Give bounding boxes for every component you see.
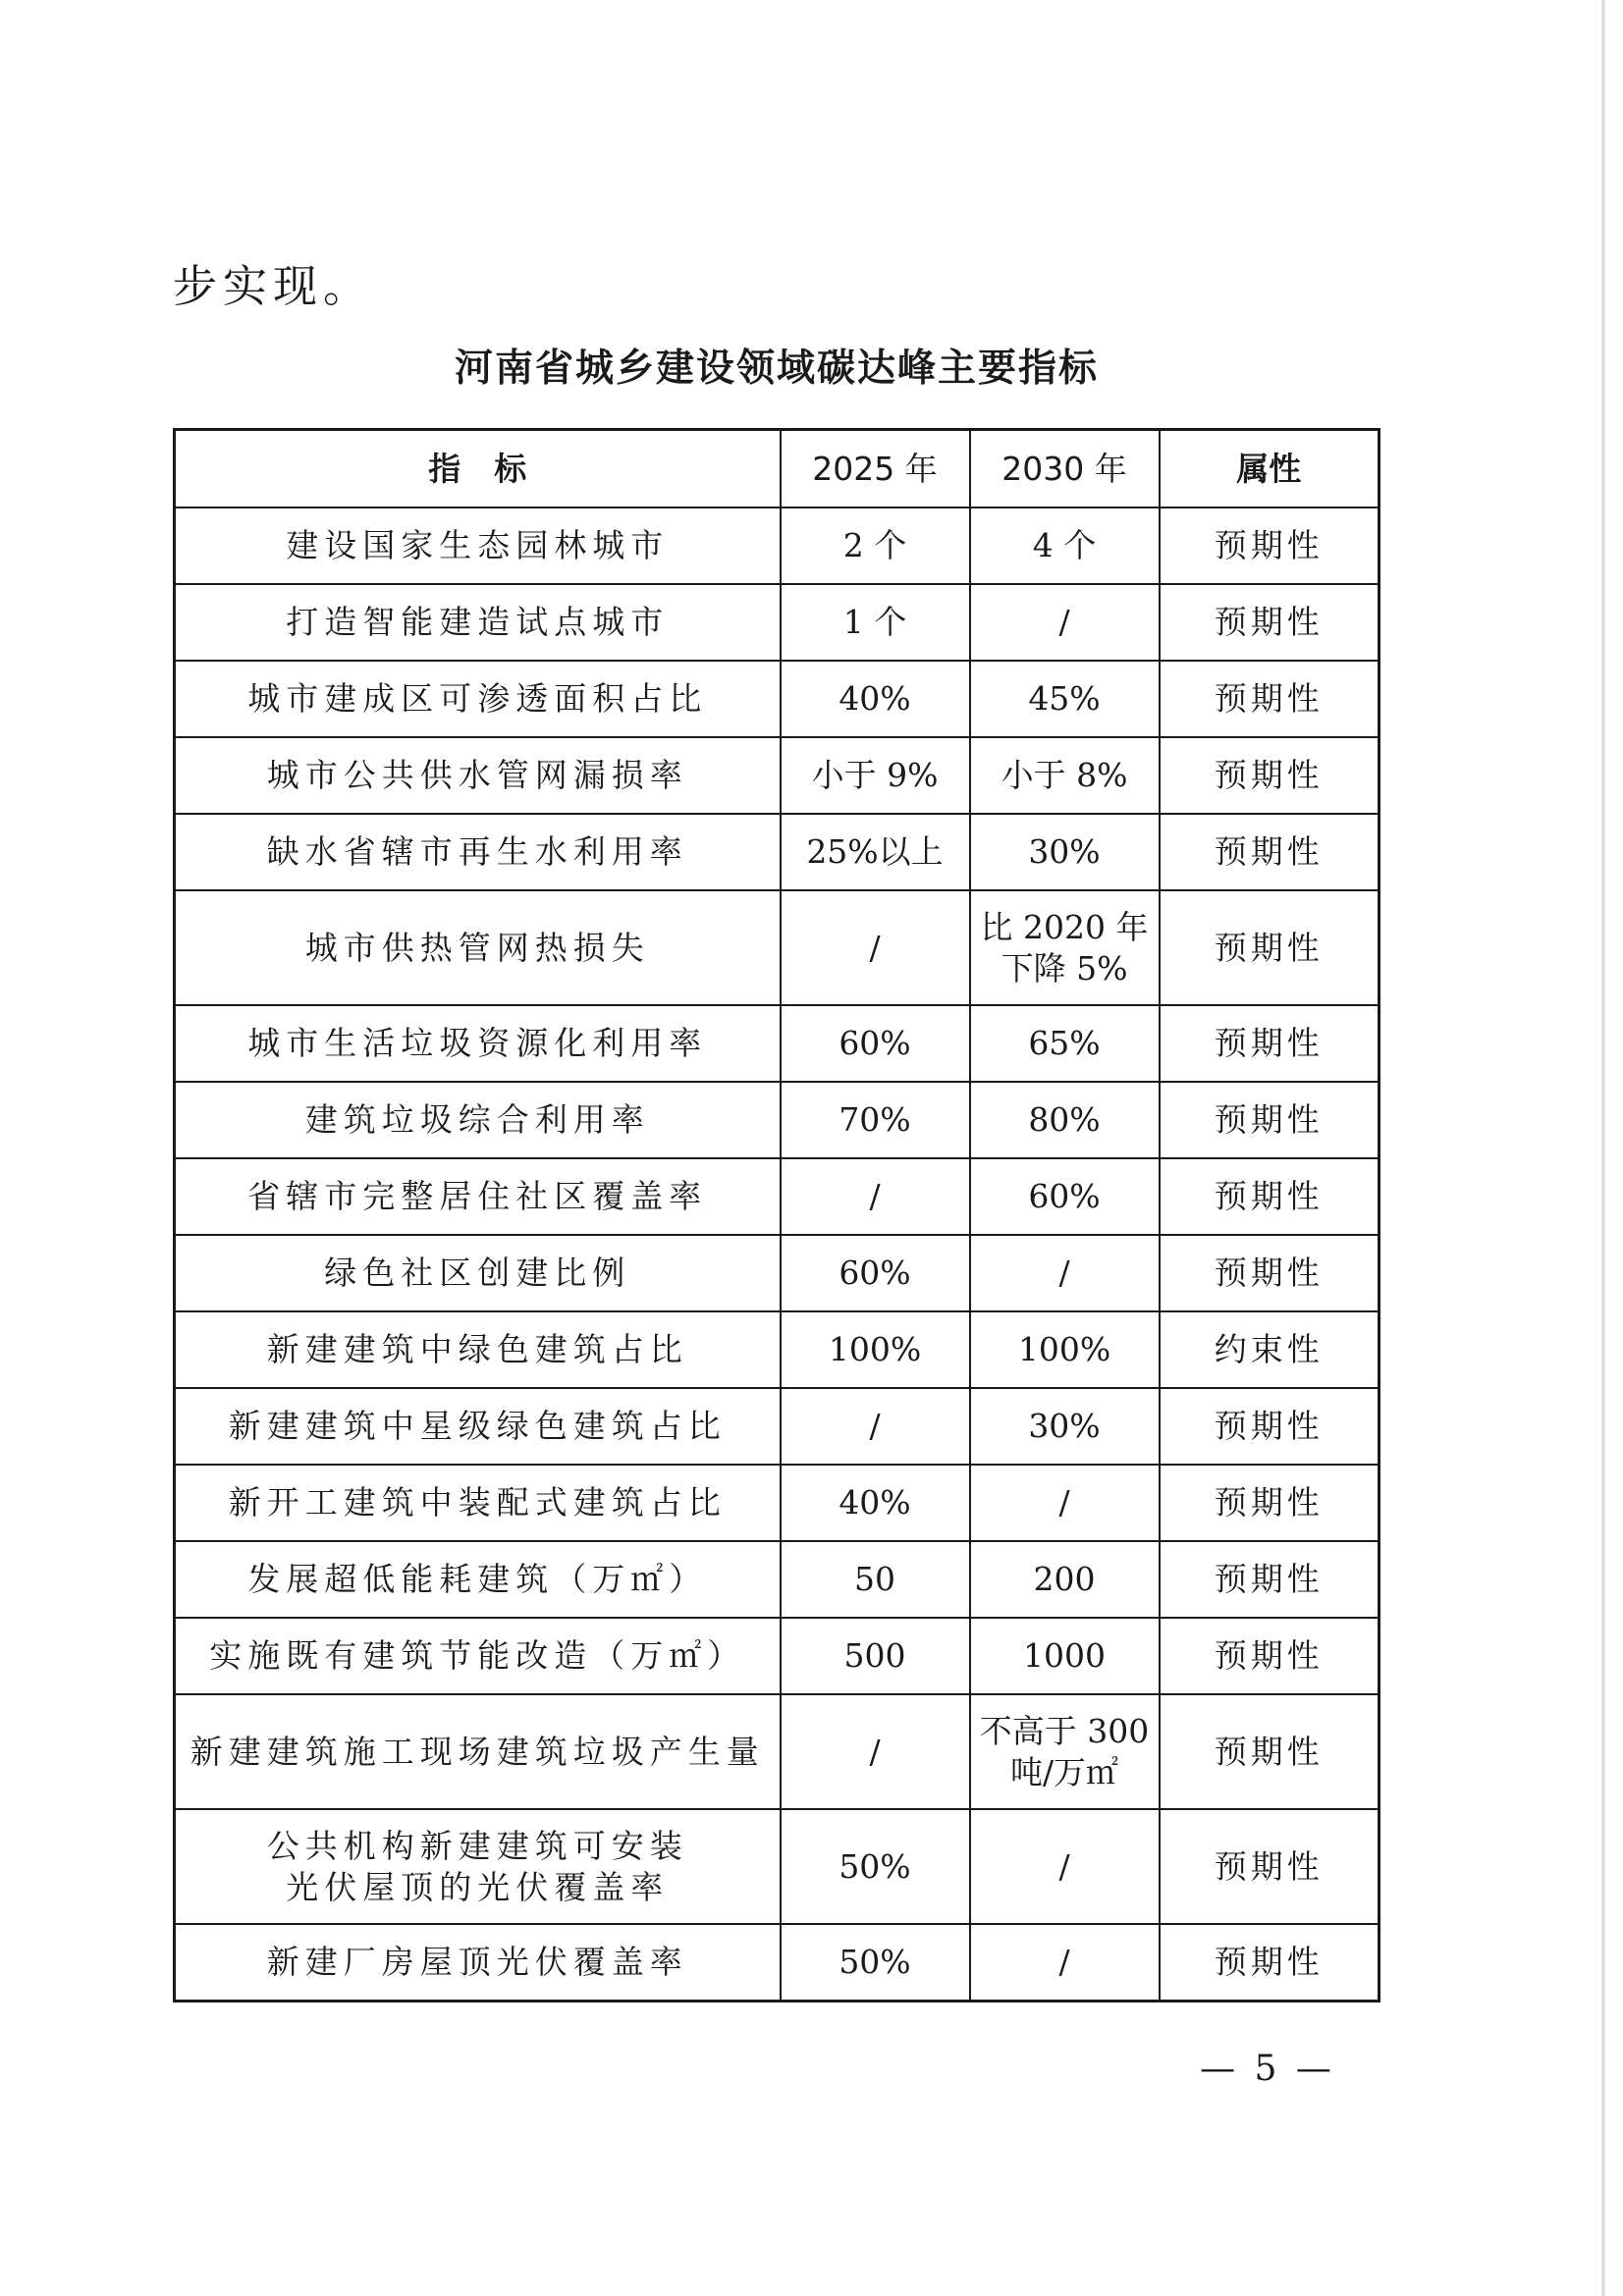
value-2025: /	[781, 1388, 970, 1465]
table-row	[175, 1618, 1380, 1694]
table-header-row	[175, 430, 1380, 508]
header-2025: 2025 年	[781, 430, 970, 508]
value-2030: 30%	[970, 1388, 1160, 1465]
table-row	[175, 1005, 1380, 1082]
indicator-name: 新建建筑施工现场建筑垃圾产生量	[175, 1694, 781, 1809]
value-2025: 70%	[781, 1082, 970, 1158]
indicator-name-line-1: 公共机构新建建筑可安装	[266, 1826, 688, 1865]
attribute: 预期性	[1160, 584, 1380, 661]
header-indicator: 指标	[175, 430, 781, 508]
value-2025: 500	[781, 1618, 970, 1694]
table-row	[175, 1388, 1380, 1465]
value-2030: 200	[970, 1541, 1160, 1618]
value-2030: 1000	[970, 1618, 1160, 1694]
page-number: — 5 —	[1200, 2049, 1335, 2089]
table-row	[175, 661, 1380, 737]
table-row	[175, 1924, 1380, 2001]
indicator-name: 城市供热管网热损失	[175, 890, 781, 1005]
value-2030-line-2: 下降 5%	[1001, 948, 1128, 988]
header-attribute: 属性	[1160, 430, 1380, 508]
attribute: 预期性	[1160, 1809, 1380, 1924]
value-2030: 80%	[970, 1082, 1160, 1158]
value-2030-line-2: 吨/万㎡	[1009, 1752, 1119, 1791]
attribute: 预期性	[1160, 1541, 1380, 1618]
indicator-name: 绿色社区创建比例	[175, 1235, 781, 1311]
value-2030: 45%	[970, 661, 1160, 737]
attribute: 预期性	[1160, 1388, 1380, 1465]
indicator-name: 打造智能建造试点城市	[175, 584, 781, 661]
table-row	[175, 584, 1380, 661]
value-2030: /	[970, 1809, 1160, 1924]
table-row	[175, 890, 1380, 1005]
value-2025: 2 个	[781, 507, 970, 584]
value-2030: /	[970, 1465, 1160, 1541]
attribute: 预期性	[1160, 1618, 1380, 1694]
value-2030	[970, 1694, 1160, 1809]
value-2025: 40%	[781, 1465, 970, 1541]
attribute: 预期性	[1160, 661, 1380, 737]
value-2025: 25%以上	[781, 814, 970, 890]
table-row	[175, 1694, 1380, 1809]
indicator-name: 新建建筑中绿色建筑占比	[175, 1311, 781, 1388]
attribute: 预期性	[1160, 507, 1380, 584]
indicator-name: 建设国家生态园林城市	[175, 507, 781, 584]
value-2025: 50%	[781, 1924, 970, 2001]
attribute: 预期性	[1160, 1694, 1380, 1809]
indicator-name	[175, 1809, 781, 1924]
attribute: 预期性	[1160, 890, 1380, 1005]
lead-text: 步实现。	[173, 260, 374, 312]
indicator-name: 省辖市完整居住社区覆盖率	[175, 1158, 781, 1235]
value-2025: 1 个	[781, 584, 970, 661]
value-2025: 50%	[781, 1809, 970, 1924]
attribute: 预期性	[1160, 814, 1380, 890]
table-row	[175, 1158, 1380, 1235]
value-2030: /	[970, 1924, 1160, 2001]
table-row	[175, 507, 1380, 584]
value-2030: 65%	[970, 1005, 1160, 1082]
indicator-name: 新建建筑中星级绿色建筑占比	[175, 1388, 781, 1465]
table-row	[175, 1465, 1380, 1541]
indicator-name: 城市公共供水管网漏损率	[175, 737, 781, 814]
value-2025: /	[781, 890, 970, 1005]
attribute: 约束性	[1160, 1311, 1380, 1388]
value-2030: 30%	[970, 814, 1160, 890]
value-2025: 40%	[781, 661, 970, 737]
value-2030-line-1: 比 2020 年	[980, 907, 1149, 946]
indicator-name: 城市生活垃圾资源化利用率	[175, 1005, 781, 1082]
value-2025: 100%	[781, 1311, 970, 1388]
value-2030: 100%	[970, 1311, 1160, 1388]
table-row	[175, 1809, 1380, 1924]
attribute: 预期性	[1160, 1465, 1380, 1541]
attribute: 预期性	[1160, 1235, 1380, 1311]
attribute: 预期性	[1160, 737, 1380, 814]
value-2025: /	[781, 1158, 970, 1235]
attribute: 预期性	[1160, 1082, 1380, 1158]
table-row	[175, 1541, 1380, 1618]
indicator-table	[173, 428, 1380, 2002]
value-2025: /	[781, 1694, 970, 1809]
attribute: 预期性	[1160, 1158, 1380, 1235]
value-2025: 60%	[781, 1005, 970, 1082]
attribute: 预期性	[1160, 1005, 1380, 1082]
table-row	[175, 737, 1380, 814]
value-2030: 小于 8%	[970, 737, 1160, 814]
value-2030	[970, 890, 1160, 1005]
attribute: 预期性	[1160, 1924, 1380, 2001]
indicator-name: 发展超低能耗建筑（万㎡）	[175, 1541, 781, 1618]
indicator-name: 建筑垃圾综合利用率	[175, 1082, 781, 1158]
value-2025: 小于 9%	[781, 737, 970, 814]
scan-edge	[1601, 0, 1605, 2296]
value-2030: /	[970, 584, 1160, 661]
indicator-name: 新建厂房屋顶光伏覆盖率	[175, 1924, 781, 2001]
header-2030: 2030 年	[970, 430, 1160, 508]
value-2030-line-1: 不高于 300	[979, 1711, 1150, 1750]
value-2025: 50	[781, 1541, 970, 1618]
value-2025: 60%	[781, 1235, 970, 1311]
table-row	[175, 814, 1380, 890]
value-2030: 60%	[970, 1158, 1160, 1235]
indicator-name: 城市建成区可渗透面积占比	[175, 661, 781, 737]
indicator-name: 缺水省辖市再生水利用率	[175, 814, 781, 890]
table-row	[175, 1235, 1380, 1311]
indicator-name: 实施既有建筑节能改造（万㎡）	[175, 1618, 781, 1694]
table-title: 河南省城乡建设领域碳达峰主要指标	[454, 347, 1099, 391]
table-row	[175, 1082, 1380, 1158]
indicator-name-line-2: 光伏屋顶的光伏覆盖率	[286, 1867, 670, 1906]
value-2030: 4 个	[970, 507, 1160, 584]
indicator-name: 新开工建筑中装配式建筑占比	[175, 1465, 781, 1541]
table-row	[175, 1311, 1380, 1388]
value-2030: /	[970, 1235, 1160, 1311]
